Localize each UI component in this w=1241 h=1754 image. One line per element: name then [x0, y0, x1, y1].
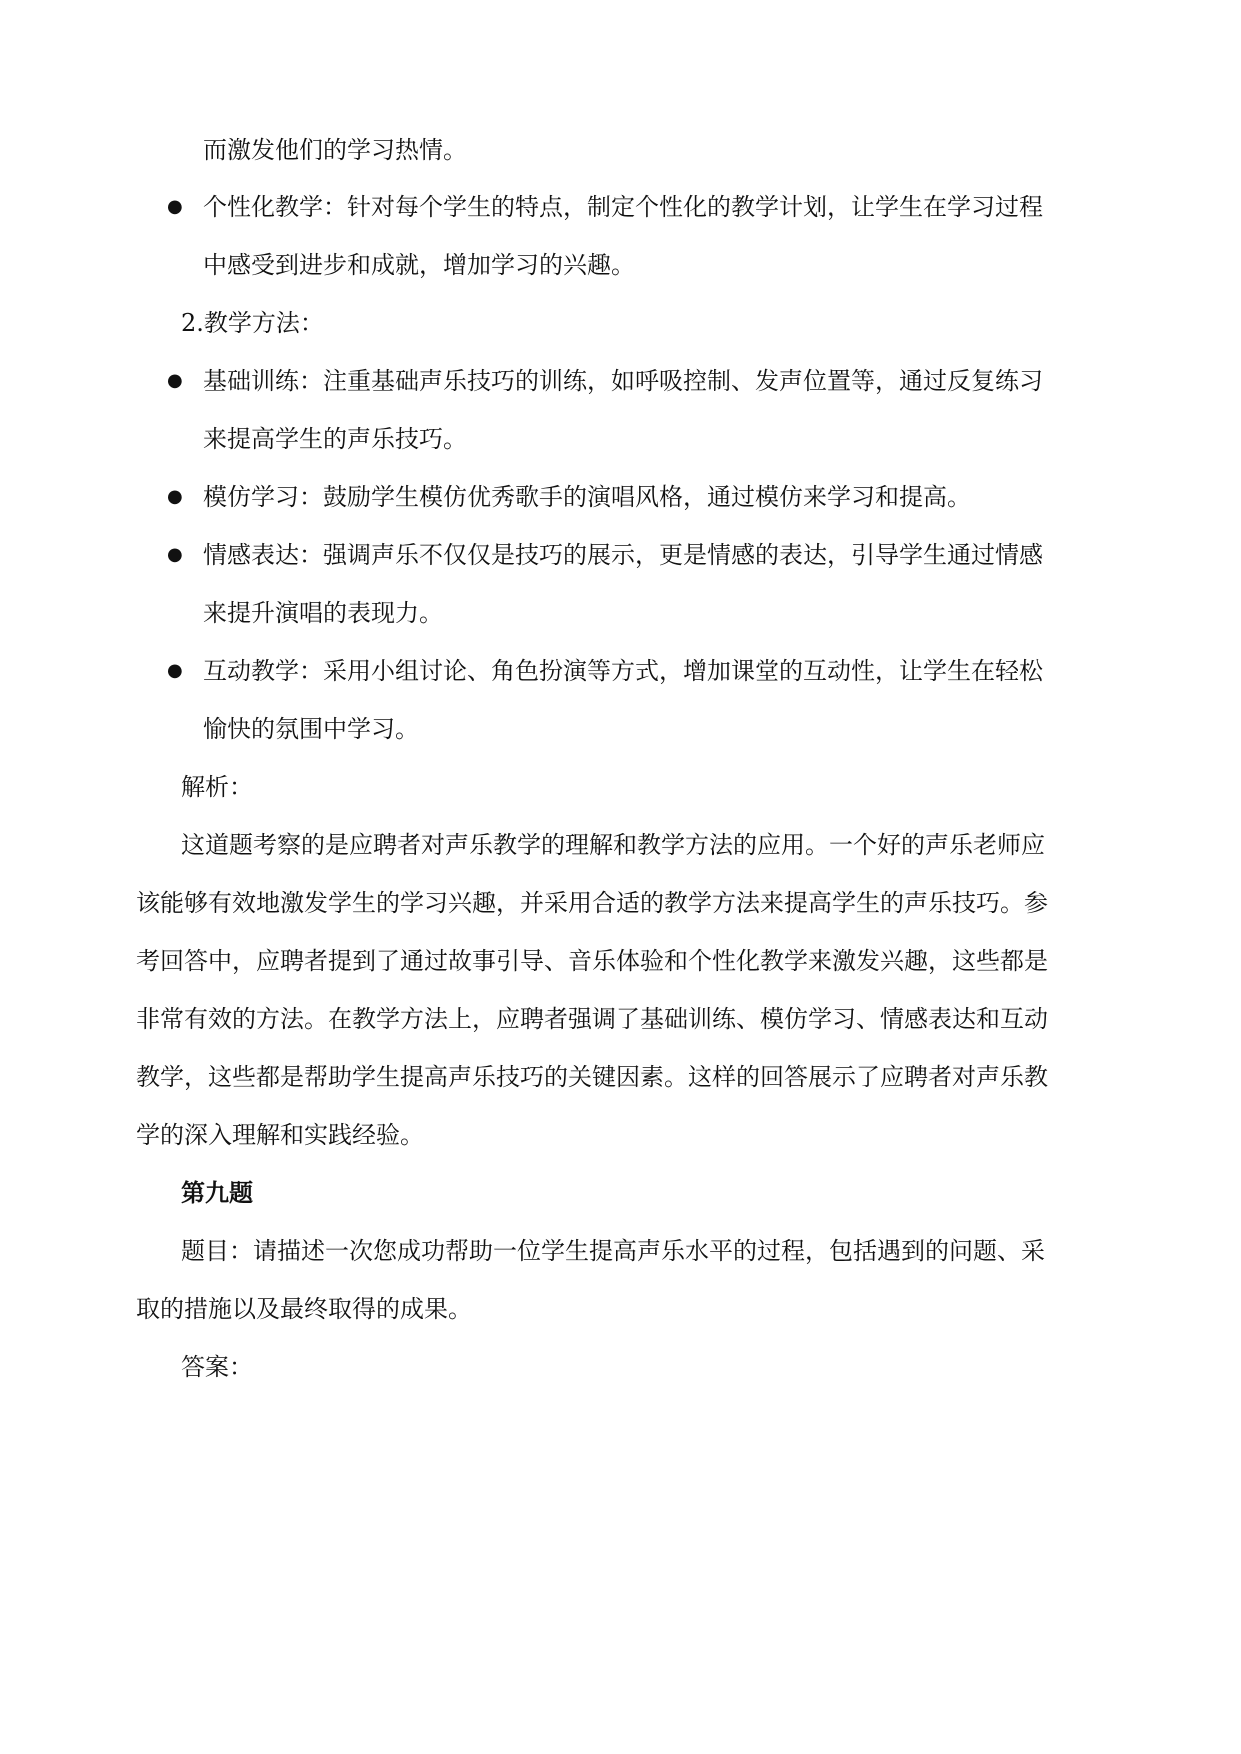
analysis-label: 解析：	[181, 773, 253, 801]
analysis-line: 考回答中，应聘者提到了通过故事引导、音乐体验和个性化教学来激发兴趣，这些都是	[136, 947, 1048, 975]
bullet-text-continued: 来提升演唱的表现力。	[203, 599, 443, 627]
bullet-icon: ●	[167, 486, 183, 507]
bullet-text: 模仿学习：鼓励学生模仿优秀歌手的演唱风格，通过模仿来学习和提高。	[203, 483, 971, 511]
question-line: 取的措施以及最终取得的成果。	[136, 1295, 472, 1323]
bullet-icon: ●	[167, 544, 183, 565]
bullet-text: 情感表达：强调声乐不仅仅是技巧的展示，更是情感的表达，引导学生通过情感	[203, 541, 1043, 569]
bullet-text: 互动教学：采用小组讨论、角色扮演等方式，增加课堂的互动性，让学生在轻松	[203, 657, 1043, 685]
bullet-text: 个性化教学：针对每个学生的特点，制定个性化的教学计划，让学生在学习过程	[203, 193, 1043, 221]
bullet-text: 基础训练：注重基础声乐技巧的训练，如呼吸控制、发声位置等，通过反复练习	[203, 367, 1043, 395]
analysis-line: 教学，这些都是帮助学生提高声乐技巧的关键因素。这样的回答展示了应聘者对声乐教	[136, 1063, 1048, 1091]
bullet-icon: ●	[167, 370, 183, 391]
bullet-icon: ●	[167, 660, 183, 681]
bullet-icon: ●	[167, 196, 183, 217]
section-heading: 2.教学方法：	[181, 309, 324, 337]
bullet-text-continued: 来提高学生的声乐技巧。	[203, 425, 467, 453]
paragraph-continuation: 而激发他们的学习热情。	[203, 136, 467, 164]
question-heading: 第九题	[181, 1178, 253, 1207]
answer-label: 答案：	[181, 1353, 253, 1381]
question-line: 题目：请描述一次您成功帮助一位学生提高声乐水平的过程，包括遇到的问题、采	[181, 1237, 1045, 1265]
analysis-line: 学的深入理解和实践经验。	[136, 1121, 424, 1149]
bullet-text-continued: 愉快的氛围中学习。	[203, 715, 419, 743]
analysis-line: 这道题考察的是应聘者对声乐教学的理解和教学方法的应用。一个好的声乐老师应	[181, 831, 1045, 859]
analysis-line: 该能够有效地激发学生的学习兴趣，并采用合适的教学方法来提高学生的声乐技巧。参	[136, 889, 1048, 917]
bullet-text-continued: 中感受到进步和成就，增加学习的兴趣。	[203, 251, 635, 279]
analysis-line: 非常有效的方法。在教学方法上，应聘者强调了基础训练、模仿学习、情感表达和互动	[136, 1005, 1048, 1033]
